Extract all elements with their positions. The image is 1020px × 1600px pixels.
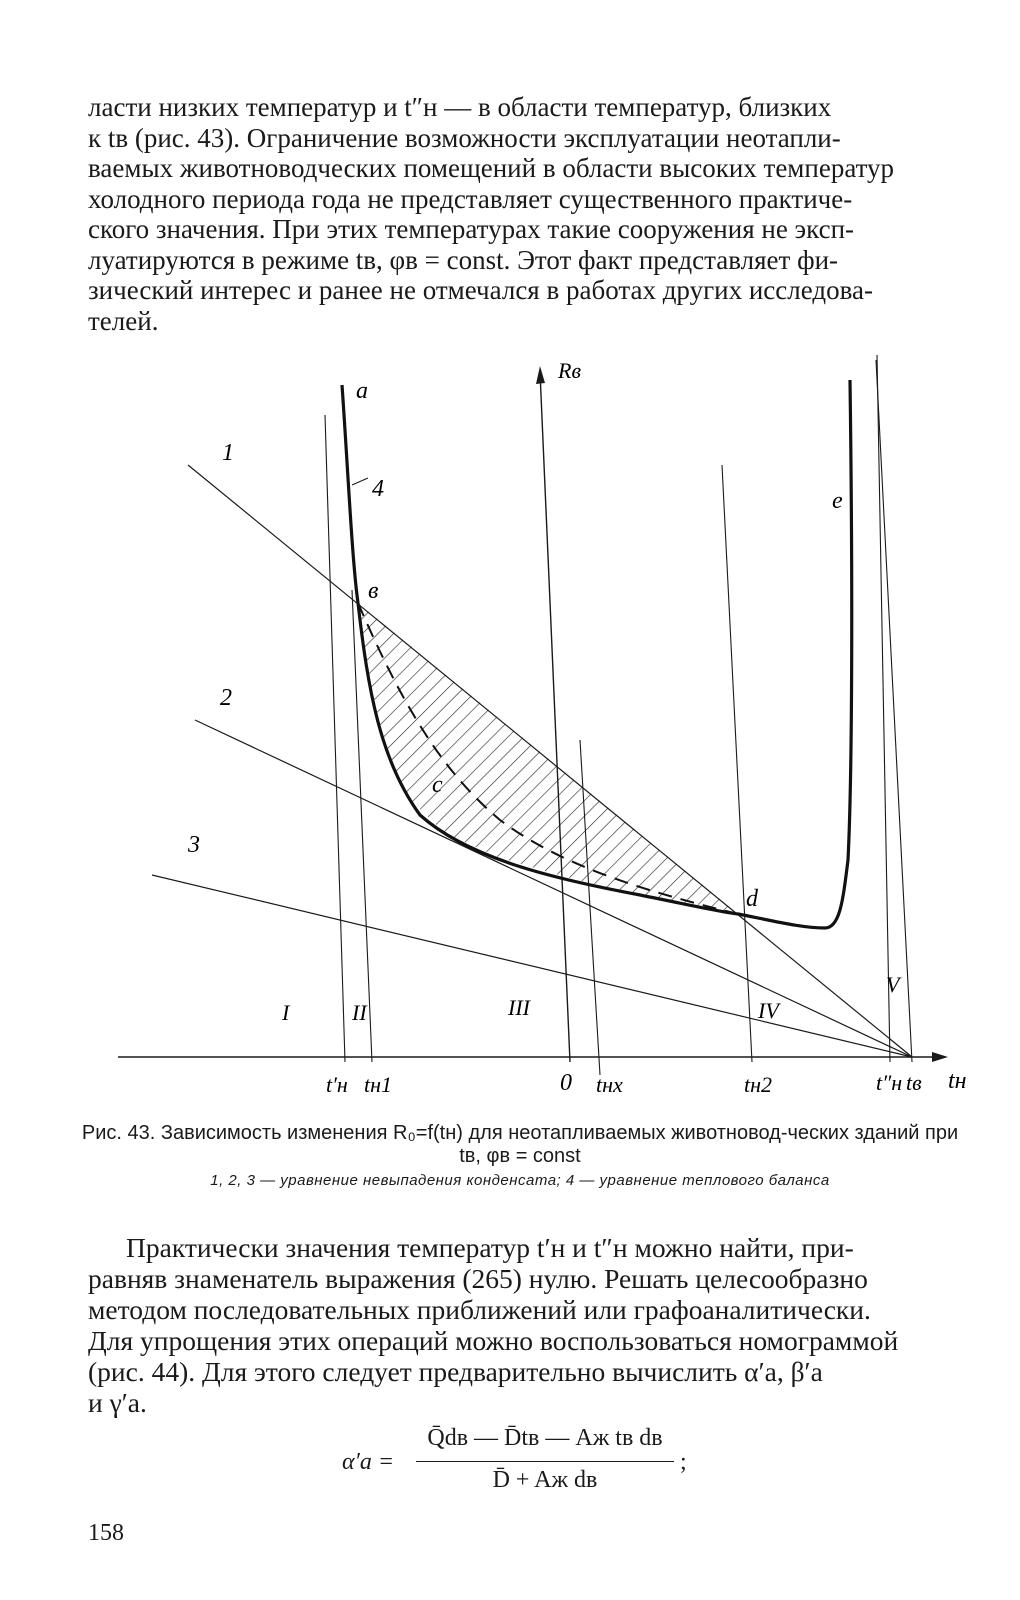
figure-legend: 1, 2, 3 — уравнение невыпадения конденсата; 4 — уравнение теплового баланса <box>210 1172 830 1189</box>
region-label-IV: IV <box>758 998 779 1023</box>
figure-caption: Рис. 43. Зависимость изменения R₀=f(tн) для неотапливаемых животновод-ческих зданий при tв, φв = const <box>81 1122 959 1167</box>
y-axis <box>540 372 570 1062</box>
text-line: методом последовательных приближений или графоаналитически. <box>88 1294 871 1325</box>
y-axis-label: Rв <box>558 358 581 383</box>
text-line: холодного периода года не представляет существенного практиче- <box>88 183 853 214</box>
region-label-II: II <box>352 1000 367 1025</box>
formula-denominator: D̄ + Aж dв <box>492 1467 598 1493</box>
point-label-e: e <box>832 488 843 514</box>
boundary-line-tnx <box>580 740 600 1075</box>
point-label-d: d <box>746 886 758 912</box>
text-line: Практически значения температур t′н и t″н можно найти, при- <box>126 1232 854 1263</box>
x-axis-label: tн <box>948 1068 967 1094</box>
bottom-paragraph <box>88 1232 960 1418</box>
region-label-III: III <box>508 995 530 1020</box>
formula-numerator: Q̄dв — D̄tв — Aж tв dв <box>427 1425 663 1451</box>
tick-label-tn2: tн2 <box>744 1072 773 1097</box>
line-label-2: 2 <box>220 685 232 711</box>
tick-label-tb: tв <box>906 1070 922 1095</box>
line-label-1: 1 <box>222 440 234 466</box>
top-paragraph <box>88 92 960 336</box>
point-label-c: c <box>432 772 443 798</box>
leader-4 <box>352 478 368 485</box>
x-axis-arrow <box>932 1052 948 1062</box>
text-line: к tв (рис. 43). Ограничение возможности эксплуатации неотапли- <box>88 122 841 153</box>
formula-lhs: α′а = <box>342 1449 395 1475</box>
boundary-line-tb <box>876 360 912 1062</box>
formula-suffix: ; <box>680 1449 687 1475</box>
tick-label-t2n: t″н <box>876 1070 903 1095</box>
text-line: луатируются в режиме tв, φв = const. Этот факт представляет фи- <box>88 244 839 275</box>
figure-43 <box>0 340 1020 1120</box>
point-label-a: a <box>356 378 368 404</box>
line-label-4: 4 <box>372 476 384 502</box>
tick-label-tn1: tн1 <box>364 1072 393 1097</box>
text-line: ваемых животноводческих помещений в области высоких температур <box>88 153 895 183</box>
region-label-V: V <box>886 972 900 997</box>
line-1 <box>188 465 912 1057</box>
region-label-I: I <box>282 1000 290 1025</box>
boundary-line-t1n <box>325 415 345 1062</box>
y-axis-arrow <box>536 366 545 384</box>
text-line: Для упрощения этих операций можно воспользоваться номограммой <box>88 1325 899 1356</box>
boundary-line-tn2 <box>722 465 752 1062</box>
text-line: зический интерес и ранее не отмечался в работах других исследова- <box>88 275 873 305</box>
formula-alpha <box>340 1425 700 1500</box>
text-line: телей. <box>88 305 159 336</box>
tick-label-t1n: t′н <box>326 1072 348 1097</box>
text-line: равняв знаменатель выражения (265) нулю. Решать целесообразно <box>88 1263 868 1294</box>
line-3 <box>152 875 912 1057</box>
tick-label-tnx: tнх <box>596 1072 623 1097</box>
fraction-bar <box>416 1461 674 1462</box>
point-label-v: в <box>368 578 379 604</box>
text-line: (рис. 44). Для этого следует предварительно вычислить α′а, β′а <box>88 1356 823 1387</box>
page-number: 158 <box>88 1520 124 1546</box>
text-line: и γ′а. <box>88 1387 147 1418</box>
text-line: ласти низких температур и t″н — в области температур, близких <box>88 92 832 122</box>
boundary-line-t2n <box>877 355 890 1062</box>
tick-label-0: 0 <box>560 1070 572 1096</box>
line-label-3: 3 <box>188 832 200 858</box>
text-line: ского значения. При этих температурах такие сооружения не эксп- <box>88 214 855 244</box>
